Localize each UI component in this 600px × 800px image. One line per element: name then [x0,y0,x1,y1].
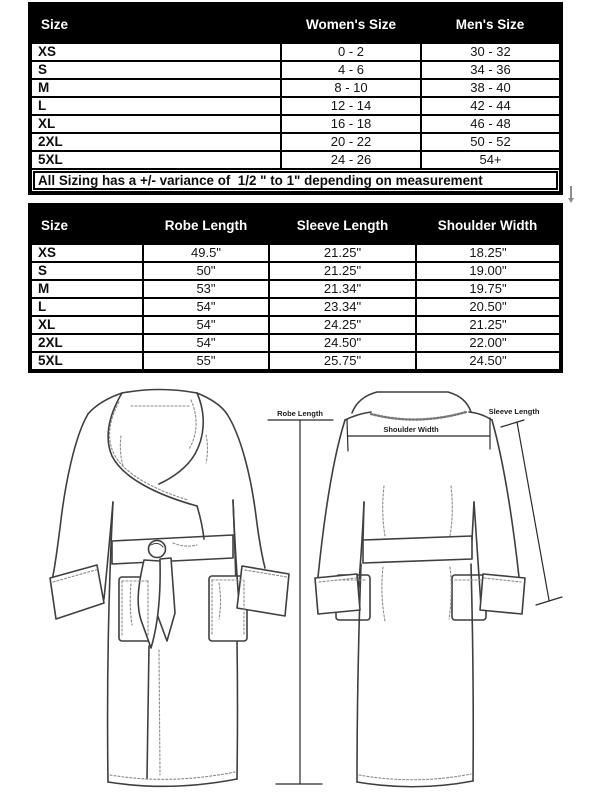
collar-neck-top [122,390,197,394]
size-cell: L [30,97,281,115]
robe-length-cell: 54" [143,298,269,316]
table-row [30,298,561,316]
robe-technical-sketch [0,378,600,800]
robe-length-cell: 53" [143,280,269,298]
size-cell: S [30,262,143,280]
front-belt-band [112,535,233,564]
mens-size-cell: 42 - 44 [421,97,561,115]
mens-size-cell: 54+ [421,151,561,169]
column-header-sleeve-length: Sleeve Length [269,205,416,244]
womens-size-cell: 24 - 26 [281,151,421,169]
table-row [30,43,561,61]
table-row [30,133,561,151]
table-row [30,115,561,133]
sleeve-length-cell: 24.50" [269,334,416,352]
table-row [30,151,561,169]
size-cell: 2XL [30,334,143,352]
table-row [30,262,561,280]
robe-length-cell: 54" [143,334,269,352]
table-row [30,79,561,97]
back-left-shoulder [345,412,371,420]
shoulder-width-cell: 19.00" [416,262,561,280]
sleeve-length-cell: 23.34" [269,298,416,316]
column-header-size: Size [30,205,143,244]
robe-back-view [315,392,525,787]
size-conversion-table [28,2,563,195]
back-collar [352,392,471,413]
robe-measurements-table [28,203,563,373]
column-header-shoulder-width: Shoulder Width [416,205,561,244]
robe-length-cell: 55" [143,352,269,371]
shoulder-width-cell: 21.25" [416,316,561,334]
stray-mark-arrow [568,198,574,203]
shoulder-width-cell: 24.50" [416,352,561,371]
size-cell: L [30,298,143,316]
table-row [30,61,561,79]
column-header-mens-size: Men's Size [421,4,561,43]
womens-size-cell: 0 - 2 [281,43,421,61]
left-lapel [108,393,197,506]
front-left-sleeve [52,414,88,580]
womens-size-cell: 4 - 6 [281,61,421,79]
column-header-robe-length: Robe Length [143,205,269,244]
back-right-sleeve [492,420,519,577]
sleeve-length-cell: 24.25" [269,316,416,334]
mens-size-cell: 34 - 36 [421,61,561,79]
table-row [30,244,561,262]
mens-size-cell: 30 - 32 [421,43,561,61]
table-row [30,316,561,334]
shoulder-width-cell: 19.75" [416,280,561,298]
stray-mark [570,186,572,198]
back-right-cuff [480,574,525,614]
size-cell: S [30,61,281,79]
robe-length-label: Robe Length [277,409,323,418]
front-right-cuff [237,566,289,616]
womens-size-cell: 12 - 14 [281,97,421,115]
sleeve-length-label: Sleeve Length [488,407,540,416]
note-row [30,169,561,193]
sleeve-length-cell: 21.25" [269,262,416,280]
front-left-cuff [50,565,104,619]
womens-size-cell: 20 - 22 [281,133,421,151]
robe-length-cell: 49.5" [143,244,269,262]
table-row [30,334,561,352]
front-edge-lower [147,646,149,779]
sizing-variance-note: All Sizing has a +/- variance of 1/2 " to 1" depending on measurement [33,171,558,190]
table-row [30,97,561,115]
mens-size-cell: 46 - 48 [421,115,561,133]
table-row [30,280,561,298]
back-hem [357,781,473,787]
size-cell: M [30,79,281,97]
header-row [30,205,561,244]
size-cell: 2XL [30,133,281,151]
robe-length-cell: 54" [143,316,269,334]
sleeve-length-cell: 21.25" [269,244,416,262]
womens-size-cell: 16 - 18 [281,115,421,133]
size-cell: 5XL [30,352,143,371]
back-belt-band [363,536,472,563]
size-cell: XL [30,316,143,334]
right-lapel [159,393,203,484]
size-cell: XS [30,43,281,61]
shoulder-width-cell: 20.50" [416,298,561,316]
column-header-womens-size: Women's Size [281,4,421,43]
front-panel-edge [197,506,204,539]
back-left-sleeve [318,420,345,577]
shoulder-width-dimension [347,418,490,451]
size-cell: M [30,280,143,298]
shoulder-width-cell: 18.25" [416,244,561,262]
table-row [30,352,561,371]
size-cell: XS [30,244,143,262]
sleeve-length-cell: 21.34" [269,280,416,298]
womens-size-cell: 8 - 10 [281,79,421,97]
header-row [30,4,561,43]
robe-length-cell: 50" [143,262,269,280]
sleeve-length-cell: 25.75" [269,352,416,371]
robe-front-view [50,390,289,787]
column-header-size: Size [30,4,281,43]
front-hem [108,779,237,786]
mens-size-cell: 38 - 40 [421,79,561,97]
size-cell: 5XL [30,151,281,169]
shoulder-width-line [347,418,490,451]
size-cell: XL [30,115,281,133]
shoulder-width-cell: 22.00" [416,334,561,352]
mens-size-cell: 50 - 52 [421,133,561,151]
shoulder-width-label: Shoulder Width [383,425,439,434]
